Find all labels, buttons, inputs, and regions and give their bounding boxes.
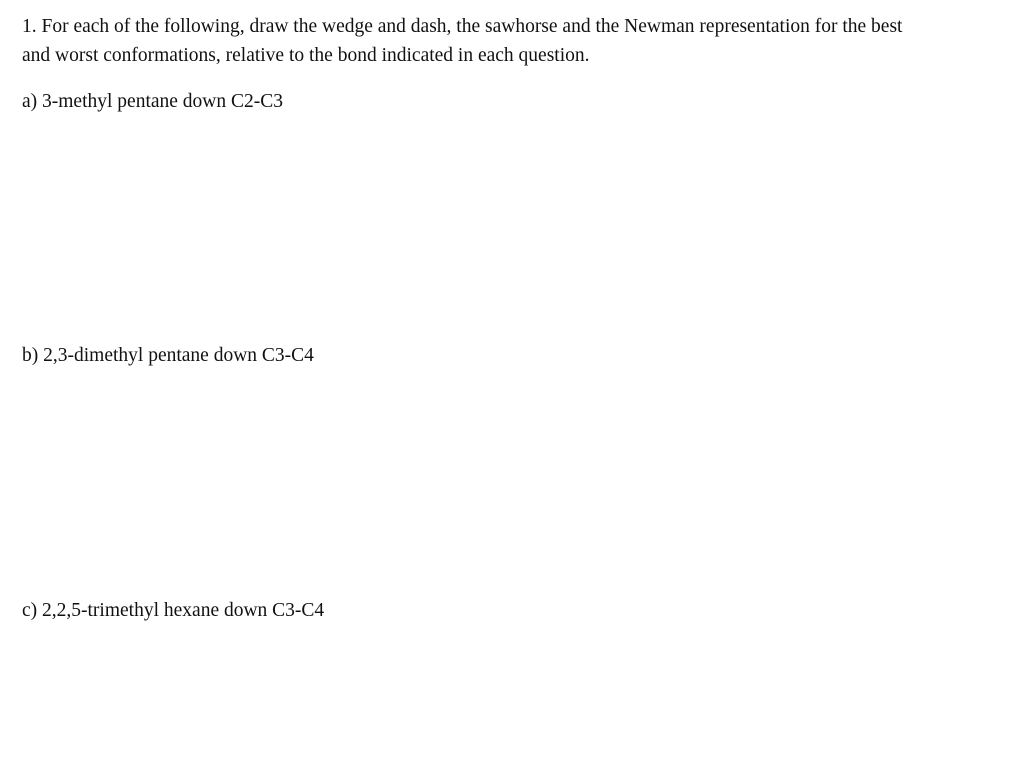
question-c: c) 2,2,5-trimethyl hexane down C3-C4 <box>22 600 325 621</box>
instruction-paragraph <box>22 12 1034 70</box>
instruction-line-2: and worst conformations, relative to the bond indicated in each question. <box>22 45 590 66</box>
instruction-line-1: 1. For each of the following, draw the wedge and dash, the sawhorse and the Newman representation for the best <box>22 16 903 37</box>
answer-space-c <box>22 627 1012 757</box>
question-a: a) 3-methyl pentane down C2-C3 <box>22 91 284 112</box>
answer-space-b <box>22 372 1012 594</box>
question-b: b) 2,3-dimethyl pentane down C3-C4 <box>22 345 314 366</box>
answer-space-a <box>22 118 1012 340</box>
